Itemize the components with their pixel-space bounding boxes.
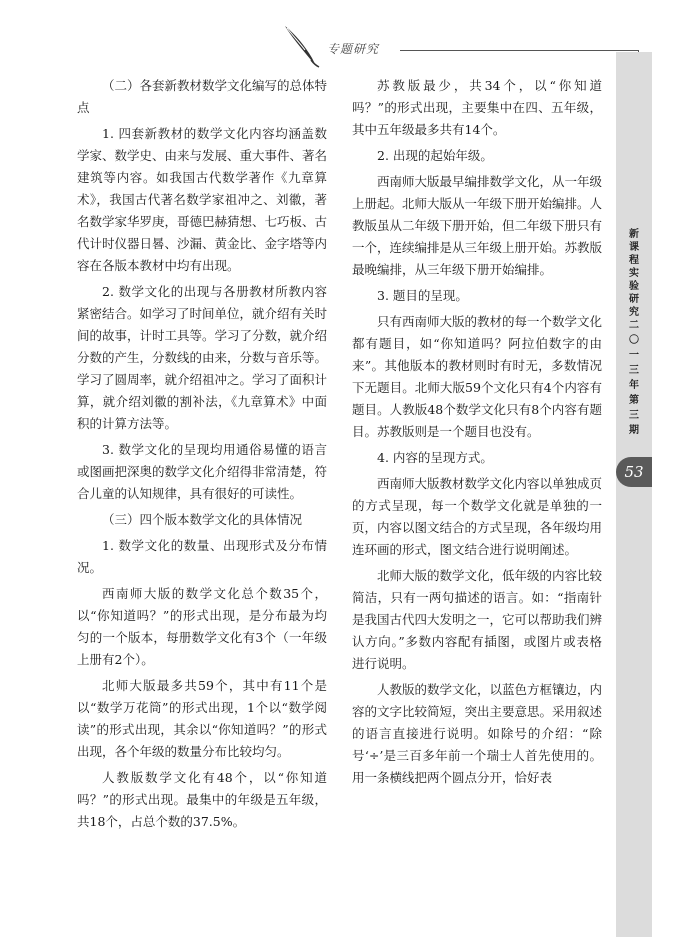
paragraph: 西南师大版教材数学文化内容以单独成页的方式呈现，每一个数学文化就是单独的一页，内容以图文结合的方式呈现，各年级均用连环画的形式，图文结合进行说明阐述。 (352, 476, 603, 557)
heading-specific-situation: （三）四个版本数学文化的具体情况 (102, 512, 303, 527)
heading-overall-features: （二）各套新教材数学文化编写的总体特点 (77, 78, 328, 115)
journal-char: 实 (629, 268, 639, 279)
paragraph: 北师大版的数学文化，低年级的内容比较简洁，只有一两句描述的语言。如：“指南针是我国古代四大发明之一，它可以帮助我们辨认方向。”多数内容配有插图，或图片或表格进行说明。 (352, 568, 603, 671)
journal-char: 新 (629, 229, 639, 240)
paragraph: 只有西南师大版的教材的每一个数学文化都有题目，如“你知道吗？阿拉伯数字的由来”。其他版本的教材则时有时无，多数情况下无题目。北师大版59个文化只有4个内容有题目。人教版48个数学文化只有8个内容有题目。苏教版则是一个题目也没有。 (352, 314, 603, 439)
paragraph: 1. 四套新教材的数学文化内容均涵盖数学家、数学史、由来与发展、重大事件、著名建筑等内容。如我国古代数学著作《九章算术》，我国古代著名数学家祖冲之、刘徽，著名数学家华罗庚，哥德巴赫猜想、七巧板、古代计时仪器日晷、沙漏、黄金比、金字塔等内容在各版本教材中均有出现。 (77, 126, 328, 273)
subheading: 1. 数学文化的数量、出现形式及分布情况。 (77, 538, 327, 575)
paragraph: 苏教版最少，共34个，以“你知道吗？”的形式出现，主要集中在四、五年级，其中五年级最多共有14个。 (352, 78, 602, 137)
pen-icon (281, 22, 321, 68)
subheading: 3. 题目的呈现。 (377, 288, 468, 303)
journal-char: 程 (629, 255, 639, 266)
journal-char: 课 (629, 242, 639, 253)
issue-char: 三 (629, 365, 639, 376)
journal-char: 究 (629, 307, 639, 318)
issue-char: 一 (629, 350, 639, 361)
issue-char: 年 (629, 380, 639, 391)
right-column (352, 75, 602, 793)
issue-char: 第 (629, 395, 639, 406)
journal-name (616, 228, 652, 319)
issue-label (616, 318, 652, 438)
header-divider (400, 50, 638, 51)
issue-char: 二 (629, 320, 639, 331)
paragraph: 西南师大版最早编排数学文化，从一年级上册起。北师大版从一年级下册开始编排。人教版虽从二年级下册开始，但二年级下册只有一个，连续编排是从三年级上册开始。苏教版最晚编排，从三年级下册开始编排。 (352, 174, 603, 277)
paragraph: 人教版的数学文化，以蓝色方框镶边，内容的文字比较简短，突出主要意思。采用叙述的语言直接进行说明。如除号的介绍：“除号‘÷’是三百多年前一个瑞士人首先使用的。用一条横线把两个圆点分开，恰好表 (352, 682, 603, 785)
issue-char: 〇 (629, 335, 639, 346)
issue-char: 期 (629, 425, 639, 436)
page-number: 53 (616, 457, 652, 487)
paragraph: 西南师大版的数学文化总个数35个，以“你知道吗？”的形式出现，是分布最为均匀的一个版本，每册数学文化有3个（一年级上册有2个）。 (77, 586, 327, 667)
section-label: 专题研究 (327, 42, 380, 56)
paragraph: 人教版数学文化有48个，以“你知道吗？”的形式出现。最集中的年级是五年级，共18个，占总个数的37.5%。 (77, 770, 327, 829)
journal-char: 研 (629, 294, 639, 305)
journal-char: 验 (629, 281, 639, 292)
paragraph: 2. 数学文化的出现与各册教材所教内容紧密结合。如学习了时间单位，就介绍有关时间的故事，计时工具等。学习了分数，就介绍分数的产生，分数线的由来，分数与音乐等。学习了圆周率，就介绍祖冲之。学习了面积计算，就介绍刘徽的割补法，《九章算术》中面积的计算方法等。 (77, 284, 328, 431)
subheading: 4. 内容的呈现方式。 (377, 450, 493, 465)
side-tab (616, 52, 652, 937)
issue-char: 三 (629, 410, 639, 421)
paragraph: 3. 数学文化的呈现均用通俗易懂的语言或图画把深奥的数学文化介绍得非常清楚，符合儿童的认知规律，具有很好的可读性。 (77, 442, 328, 501)
left-column (77, 75, 327, 837)
page-header (0, 0, 680, 70)
subheading: 2. 出现的起始年级。 (377, 148, 493, 163)
paragraph: 北师大版最多共59个，其中有11个是以“数学万花筒”的形式出现，1个以“数学阅读”的形式出现，其余以“你知道吗？”的形式出现，各个年级的数量分布比较均匀。 (77, 678, 327, 759)
